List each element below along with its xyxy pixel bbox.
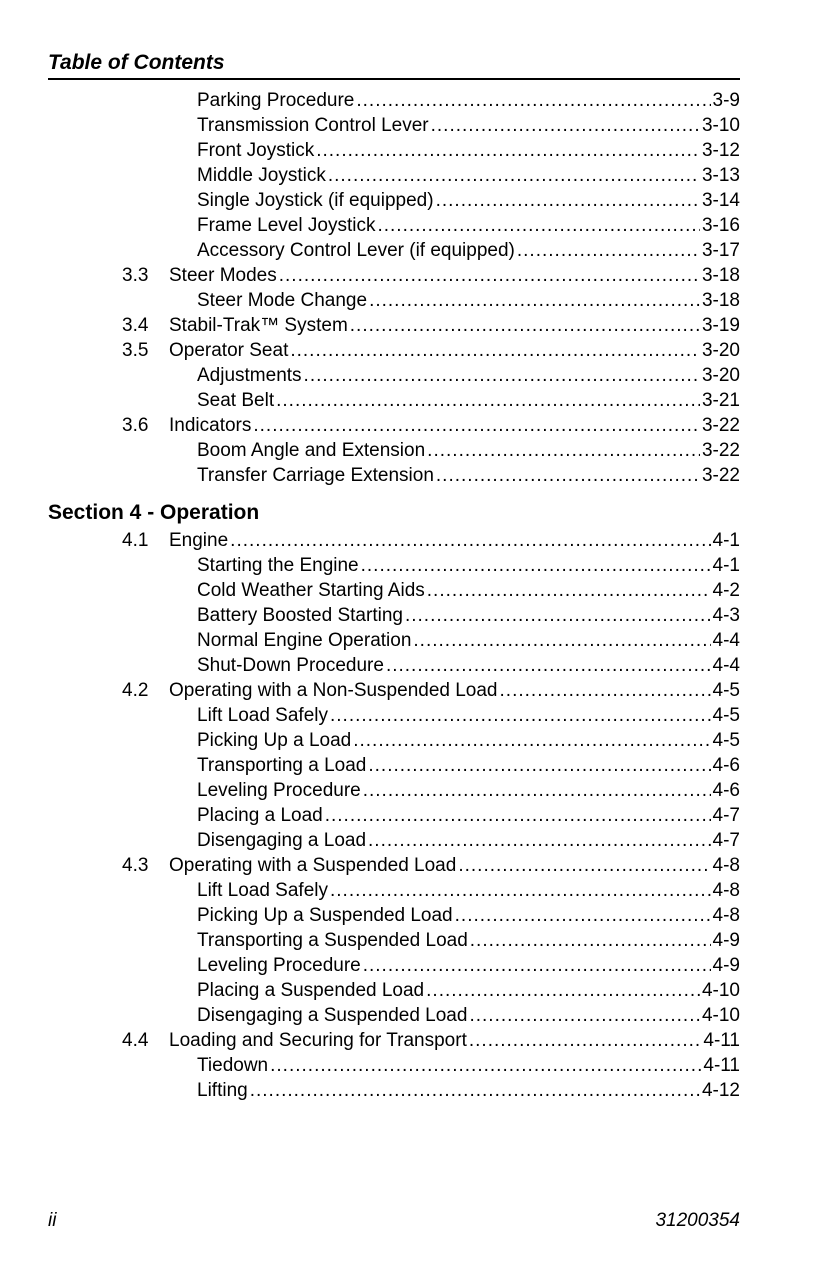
toc-entry-page: 3-19 (701, 315, 740, 336)
toc-entry-page: 4-10 (701, 1005, 740, 1026)
dot-leader (270, 1053, 701, 1078)
dot-leader (469, 1003, 700, 1028)
dot-leader (356, 88, 710, 113)
toc-entry[interactable] (48, 338, 740, 363)
toc-entry[interactable] (48, 753, 740, 778)
toc-entry-page: 3-20 (701, 365, 740, 386)
toc-entry[interactable] (48, 978, 740, 1003)
toc-entry-page: 4-10 (701, 980, 740, 1001)
toc-entry[interactable] (48, 463, 740, 488)
toc-entry-page: 3-18 (701, 290, 740, 311)
toc-entry-title: Normal Engine Operation (197, 630, 412, 651)
toc-entry[interactable] (48, 1078, 740, 1103)
toc-entry[interactable] (48, 728, 740, 753)
toc-entry-page: 4-8 (712, 905, 740, 926)
dot-leader (250, 1078, 700, 1103)
dot-leader (279, 263, 700, 288)
toc-entry-title: Disengaging a Load (197, 830, 367, 851)
toc-entry-title: Picking Up a Suspended Load (197, 905, 453, 926)
toc-entry-page: 4-12 (701, 1080, 740, 1101)
toc-entry-number: 4.4 (122, 1030, 149, 1051)
dot-leader (253, 413, 700, 438)
dot-leader (455, 903, 711, 928)
dot-leader (230, 528, 710, 553)
toc-entry-page: 3-22 (701, 415, 740, 436)
toc-entry-page: 4-11 (703, 1030, 740, 1051)
dot-leader (427, 578, 711, 603)
toc-entry[interactable] (48, 138, 740, 163)
toc-entry-page: 3-9 (712, 90, 740, 111)
toc-entry-title: Shut-Down Procedure (197, 655, 384, 676)
toc-entry-title: Transmission Control Lever (197, 115, 429, 136)
toc-entry-page: 3-22 (701, 440, 740, 461)
toc-entry-title: Picking Up a Load (197, 730, 352, 751)
toc-entry-page: 4-6 (712, 755, 740, 776)
dot-leader (436, 463, 700, 488)
toc-entry-page: 3-18 (701, 265, 740, 286)
dot-leader (325, 803, 711, 828)
toc-entry[interactable] (48, 903, 740, 928)
toc-entry[interactable] (48, 288, 740, 313)
toc-entry[interactable] (48, 803, 740, 828)
toc-entry[interactable] (48, 163, 740, 188)
toc-entry-title: Leveling Procedure (197, 780, 361, 801)
toc-entry[interactable] (48, 528, 740, 553)
toc-entry-page: 4-9 (712, 930, 740, 951)
dot-leader (517, 238, 700, 263)
toc-entry[interactable] (48, 953, 740, 978)
toc-entry-title: Operating with a Suspended Load (169, 855, 457, 876)
dot-leader (469, 1028, 702, 1053)
toc-entry[interactable] (48, 388, 740, 413)
toc-entry[interactable] (48, 578, 740, 603)
toc-entry[interactable] (48, 1053, 740, 1078)
toc-entry-title: Lift Load Safely (197, 705, 328, 726)
toc-entry[interactable] (48, 113, 740, 138)
toc-entry[interactable] (48, 778, 740, 803)
dot-leader (290, 338, 700, 363)
toc-entry-page: 3-10 (701, 115, 740, 136)
dot-leader (458, 853, 710, 878)
footer-page-number: ii (48, 1210, 57, 1231)
toc-entry-title: Battery Boosted Starting (197, 605, 403, 626)
toc-entry[interactable] (48, 603, 740, 628)
toc-entry-page: 3-16 (701, 215, 740, 236)
toc-entry-title: Transfer Carriage Extension (197, 465, 434, 486)
toc-entry-title: Steer Mode Change (197, 290, 368, 311)
toc-entry-title: Boom Angle and Extension (197, 440, 426, 461)
toc-entry[interactable] (48, 628, 740, 653)
dot-leader (369, 288, 700, 313)
toc-entry-page: 4-3 (712, 605, 740, 626)
toc-entry-title: Single Joystick (if equipped) (197, 190, 434, 211)
dot-leader (363, 953, 711, 978)
toc-entry-title: Steer Modes (169, 265, 277, 286)
toc-entry-title: Placing a Suspended Load (197, 980, 425, 1001)
table-of-contents (48, 88, 740, 1103)
toc-entry[interactable] (48, 878, 740, 903)
toc-entry[interactable] (48, 1028, 740, 1053)
dot-leader (304, 363, 700, 388)
dot-leader (353, 728, 710, 753)
toc-entry-page: 4-8 (712, 880, 740, 901)
dot-leader (361, 553, 711, 578)
toc-entry-title: Transporting a Suspended Load (197, 930, 468, 951)
toc-entry-page: 4-1 (712, 555, 740, 576)
toc-entry[interactable] (48, 213, 740, 238)
toc-entry-title: Frame Level Joystick (197, 215, 376, 236)
toc-section-3-entries (48, 88, 740, 488)
dot-leader (405, 603, 711, 628)
toc-entry-title: Seat Belt (197, 390, 275, 411)
dot-leader (386, 653, 711, 678)
toc-entry[interactable] (48, 828, 740, 853)
dot-leader (330, 703, 711, 728)
footer-doc-number: 31200354 (655, 1210, 740, 1231)
toc-entry-number: 4.2 (122, 680, 149, 701)
toc-entry-page: 3-21 (701, 390, 740, 411)
toc-entry[interactable] (48, 363, 740, 388)
dot-leader (316, 138, 700, 163)
toc-entry-number: 4.1 (122, 530, 149, 551)
dot-leader (276, 388, 700, 413)
toc-entry-page: 3-14 (701, 190, 740, 211)
toc-entry-page: 4-8 (712, 855, 740, 876)
toc-entry-title: Lifting (197, 1080, 248, 1101)
toc-entry-title: Parking Procedure (197, 90, 355, 111)
toc-entry-number: 3.4 (122, 315, 149, 336)
toc-entry-title: Transporting a Load (197, 755, 367, 776)
toc-entry-title: Indicators (169, 415, 252, 436)
toc-entry[interactable] (48, 438, 740, 463)
toc-entry[interactable] (48, 678, 740, 703)
dot-leader (377, 213, 700, 238)
page-header-title: Table of Contents (48, 48, 740, 80)
toc-entry-page: 3-17 (701, 240, 740, 261)
toc-entry-title: Adjustments (197, 365, 302, 386)
toc-entry-title: Engine (169, 530, 229, 551)
dot-leader (368, 753, 710, 778)
dot-leader (470, 928, 711, 953)
dot-leader (330, 878, 711, 903)
toc-entry-page: 4-4 (712, 630, 740, 651)
toc-entry-title: Disengaging a Suspended Load (197, 1005, 468, 1026)
dot-leader (350, 313, 700, 338)
toc-entry-page: 4-7 (712, 805, 740, 826)
dot-leader (368, 828, 711, 853)
dot-leader (413, 628, 710, 653)
dot-leader (431, 113, 700, 138)
toc-entry[interactable] (48, 928, 740, 953)
toc-entry-title: Accessory Control Lever (if equipped) (197, 240, 515, 261)
toc-entry-number: 3.5 (122, 340, 149, 361)
toc-entry-page: 3-12 (701, 140, 740, 161)
dot-leader (436, 188, 700, 213)
toc-entry-title: Starting the Engine (197, 555, 359, 576)
toc-section-4-entries (48, 528, 740, 1103)
toc-entry-page: 3-20 (701, 340, 740, 361)
dot-leader (363, 778, 711, 803)
toc-entry-page: 4-7 (712, 830, 740, 851)
toc-entry[interactable] (48, 238, 740, 263)
toc-entry-page: 4-6 (712, 780, 740, 801)
toc-entry-title: Operator Seat (169, 340, 289, 361)
toc-entry-page: 3-22 (701, 465, 740, 486)
dot-leader (427, 438, 700, 463)
toc-entry[interactable] (48, 703, 740, 728)
dot-leader (426, 978, 700, 1003)
toc-entry[interactable] (48, 853, 740, 878)
toc-entry-title: Lift Load Safely (197, 880, 328, 901)
dot-leader (500, 678, 711, 703)
toc-entry-page: 4-4 (712, 655, 740, 676)
toc-entry-page: 4-9 (712, 955, 740, 976)
toc-entry-title: Tiedown (197, 1055, 269, 1076)
toc-entry-page: 4-5 (712, 730, 740, 751)
toc-entry-page: 4-11 (703, 1055, 740, 1076)
toc-entry-title: Cold Weather Starting Aids (197, 580, 425, 601)
toc-entry-title: Operating with a Non-Suspended Load (169, 680, 498, 701)
toc-entry-title: Placing a Load (197, 805, 323, 826)
toc-entry[interactable] (48, 1003, 740, 1028)
toc-entry-title: Loading and Securing for Transport (169, 1030, 467, 1051)
toc-entry-number: 3.6 (122, 415, 149, 436)
toc-entry[interactable] (48, 413, 740, 438)
toc-entry-page: 4-1 (712, 530, 740, 551)
toc-entry[interactable] (48, 188, 740, 213)
toc-entry-page: 3-13 (701, 165, 740, 186)
toc-entry-page: 4-5 (712, 680, 740, 701)
toc-entry-page: 4-5 (712, 705, 740, 726)
toc-entry-number: 3.3 (122, 265, 149, 286)
toc-entry-title: Middle Joystick (197, 165, 326, 186)
toc-entry[interactable] (48, 313, 740, 338)
toc-entry[interactable] (48, 553, 740, 578)
toc-entry-title: Leveling Procedure (197, 955, 361, 976)
toc-entry[interactable] (48, 653, 740, 678)
dot-leader (328, 163, 700, 188)
toc-entry[interactable] (48, 88, 740, 113)
toc-entry-number: 4.3 (122, 855, 149, 876)
toc-entry-page: 4-2 (712, 580, 740, 601)
toc-entry[interactable] (48, 263, 740, 288)
toc-entry-title: Front Joystick (197, 140, 315, 161)
toc-entry-title: Stabil-Trak™ System (169, 315, 348, 336)
section-heading: Section 4 - Operation (48, 501, 260, 524)
